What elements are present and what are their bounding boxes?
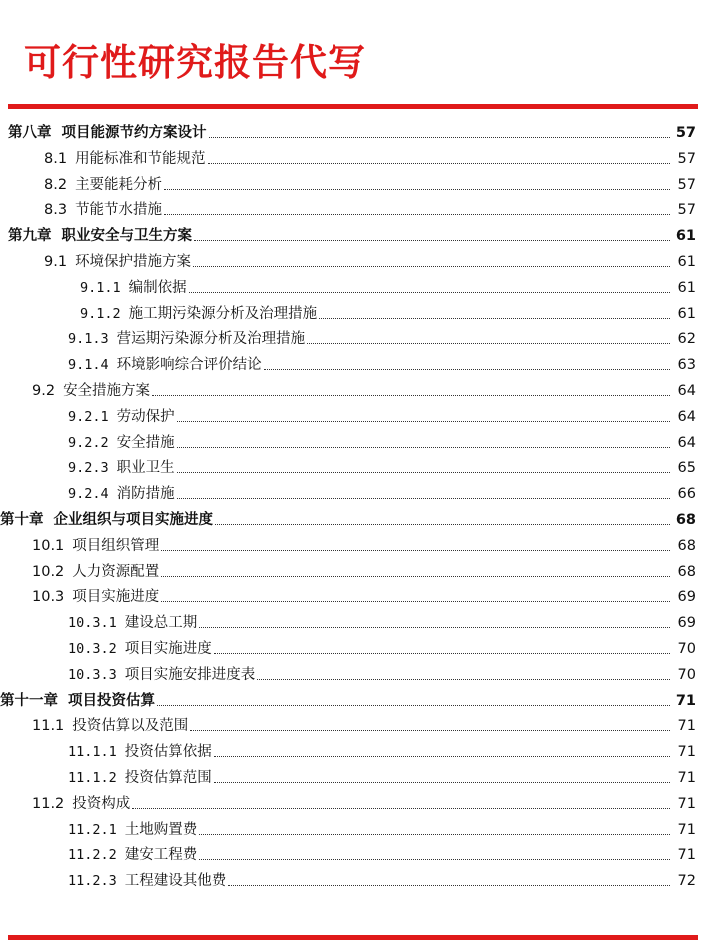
dot-leader [190,730,670,731]
toc-entry[interactable] [0,765,706,787]
toc-entry-number: 9.1.4 [68,357,109,374]
toc-entry-title: 职业卫生 [116,460,175,477]
toc-entry-title: 消防措施 [116,486,175,503]
toc-entry-title: 施工期污染源分析及治理措施 [128,305,318,322]
toc-entry-title: 安全措施 [116,434,175,451]
toc-entry-title: 投资构成 [72,795,131,812]
toc-entry-page: 61 [675,228,696,245]
dot-leader [161,550,670,551]
toc-entry-number: 9.1 [44,254,68,270]
dot-leader [177,421,670,422]
toc-entry-page: 68 [675,512,696,528]
dot-leader [228,885,670,886]
dot-leader [307,343,670,344]
toc-entry-page: 71 [677,795,696,812]
toc-entry-page: 61 [677,279,696,296]
toc-entry-title: 编制依据 [128,279,187,296]
toc-entry-number: 8.2 [44,176,68,193]
toc-entry[interactable] [0,378,706,400]
toc-entry-title: 项目能源节约方案设计 [61,125,207,141]
toc-entry-page: 71 [677,821,696,838]
toc-entry-page: 61 [677,254,696,270]
toc-entry[interactable] [0,301,706,323]
toc-entry-number: 9.2.3 [68,460,109,477]
toc-entry[interactable] [0,507,706,529]
toc-entry[interactable] [0,120,706,142]
toc-entry[interactable] [0,791,706,813]
toc-entry-title: 人力资源配置 [72,563,160,580]
dot-leader [189,292,670,293]
toc-entry-title: 投资估算范围 [124,770,212,786]
toc-entry[interactable] [0,275,706,297]
toc-entry-title: 建安工程费 [124,847,198,864]
toc-entry[interactable] [0,146,706,168]
toc-entry-number: 11.1.2 [68,770,117,786]
dot-leader [177,447,670,448]
toc-entry-number: 9.1.2 [80,305,121,322]
toc-entry-title: 项目实施进度 [124,641,212,657]
toc-entry[interactable] [0,868,706,890]
toc-entry-number: 11.1 [32,718,65,735]
dot-leader [319,318,670,319]
toc-entry-title: 土地购置费 [124,821,198,838]
toc-entry[interactable] [0,817,706,839]
toc-entry-title: 节能节水措施 [75,202,163,219]
toc-entry[interactable] [0,713,706,735]
toc-entry-page: 65 [677,460,696,477]
toc-entry-title: 劳动保护 [116,408,175,425]
toc-entry-page: 69 [677,615,696,632]
toc-entry-number: 10.2 [32,563,65,580]
toc-entry[interactable] [0,636,706,658]
toc-entry-page: 68 [677,563,696,580]
toc-entry[interactable] [0,455,706,477]
dot-leader [199,834,670,835]
toc-entry-number: 9.2 [32,383,56,399]
toc-entry-title: 职业安全与卫生方案 [61,228,192,245]
toc-entry-number: 8.3 [44,202,68,219]
toc-entry-page: 71 [675,692,696,709]
toc-entry[interactable] [0,842,706,864]
toc-entry-title: 投资估算依据 [124,744,212,761]
dot-leader [214,756,670,757]
toc-entry-title: 投资估算以及范围 [72,718,189,735]
toc-entry[interactable] [0,559,706,581]
dot-leader [161,576,670,577]
toc-entry-page: 72 [677,873,696,890]
toc-entry[interactable] [0,739,706,761]
toc-entry-title: 项目组织管理 [72,537,160,554]
toc-entry-page: 70 [677,666,696,683]
toc-entry-number: 8.1 [44,150,68,167]
toc-entry[interactable] [0,584,706,606]
toc-entry[interactable] [0,352,706,374]
dot-leader [177,498,670,499]
toc-entry-number: 第十章 [0,512,44,528]
dot-leader [214,653,670,654]
toc-entry-title: 建设总工期 [124,615,198,632]
toc-entry-page: 57 [675,125,696,141]
toc-entry[interactable] [0,688,706,710]
toc-entry-page: 68 [677,537,696,554]
toc-entry-number: 11.2.2 [68,847,117,864]
toc-entry-page: 71 [677,770,696,786]
toc-entry-number: 10.3 [32,589,65,606]
dot-leader [161,601,670,602]
toc-entry-page: 57 [677,150,696,167]
footer-divider [8,935,698,940]
dot-leader [209,137,671,138]
toc-entry[interactable] [0,326,706,348]
toc-entry-page: 70 [677,641,696,657]
dot-leader [199,627,670,628]
toc-entry-page: 61 [677,305,696,322]
dot-leader [164,189,670,190]
toc-entry-page: 57 [677,176,696,193]
toc-entry-number: 11.2.3 [68,873,117,890]
toc-entry-page: 71 [677,744,696,761]
dot-leader [152,395,670,396]
toc-entry-number: 9.1.3 [68,331,109,348]
dot-leader [214,782,670,783]
toc-entry[interactable] [0,662,706,684]
dot-leader [264,369,670,370]
dot-leader [164,214,670,215]
dot-leader [193,266,670,267]
toc-entry[interactable] [0,404,706,426]
toc-entry-page: 57 [677,202,696,219]
dot-leader [194,240,670,241]
toc-entry-title: 项目实施进度 [72,589,160,606]
toc-entry-title: 用能标准和节能规范 [75,150,206,167]
toc-entry-number: 10.3.2 [68,641,117,657]
toc-entry-number: 11.1.1 [68,744,117,761]
toc-entry-number: 11.2.1 [68,821,117,838]
toc-entry-number: 10.3.1 [68,615,117,632]
toc-entry-number: 10.3.3 [68,666,117,683]
toc-entry[interactable] [0,249,706,271]
dot-leader [157,705,670,706]
toc-entry-title: 工程建设其他费 [124,873,227,890]
dot-leader [132,808,670,809]
toc-entry[interactable] [0,430,706,452]
toc-entry-title: 安全措施方案 [63,383,151,399]
toc-entry-number: 第十一章 [0,692,58,709]
toc-entry[interactable] [0,610,706,632]
toc-entry-number: 9.2.1 [68,408,109,425]
toc-entry-number: 9.1.1 [80,279,121,296]
dot-leader [208,163,670,164]
dot-leader [199,859,670,860]
toc-entry[interactable] [0,533,706,555]
toc-entry-title: 环境保护措施方案 [75,254,192,270]
toc-entry[interactable] [0,172,706,194]
toc-entry-title: 项目实施安排进度表 [124,666,256,683]
toc-entry-number: 9.2.4 [68,486,109,503]
page-title: 可行性研究报告代写 [24,41,366,84]
toc-entry-page: 64 [677,434,696,451]
toc-entry-page: 64 [677,383,696,399]
header-divider [8,104,698,109]
toc-entry-page: 63 [677,357,696,374]
toc-entry-number: 第九章 [8,228,52,245]
toc-entry-number: 10.1 [32,537,65,554]
toc-entry-page: 66 [677,486,696,503]
toc-entry-title: 项目投资估算 [68,692,155,709]
dot-leader [215,524,670,525]
toc-entry-number: 第八章 [8,125,52,141]
toc-entry-title: 企业组织与项目实施进度 [53,512,213,528]
toc-entry-page: 62 [677,331,696,348]
toc-entry-page: 71 [677,718,696,735]
toc-entry-page: 64 [677,408,696,425]
toc-entry[interactable] [0,197,706,219]
toc-entry[interactable] [0,223,706,245]
toc-entry-number: 9.2.2 [68,434,109,451]
toc-entry-title: 主要能耗分析 [75,176,163,193]
toc-entry-page: 69 [677,589,696,606]
toc-entry-number: 11.2 [32,795,65,812]
toc-entry-title: 营运期污染源分析及治理措施 [116,331,306,348]
toc-entry-page: 71 [677,847,696,864]
toc-entry[interactable] [0,481,706,503]
dot-leader [177,472,670,473]
toc-entry-title: 环境影响综合评价结论 [116,357,262,374]
dot-leader [257,679,670,680]
